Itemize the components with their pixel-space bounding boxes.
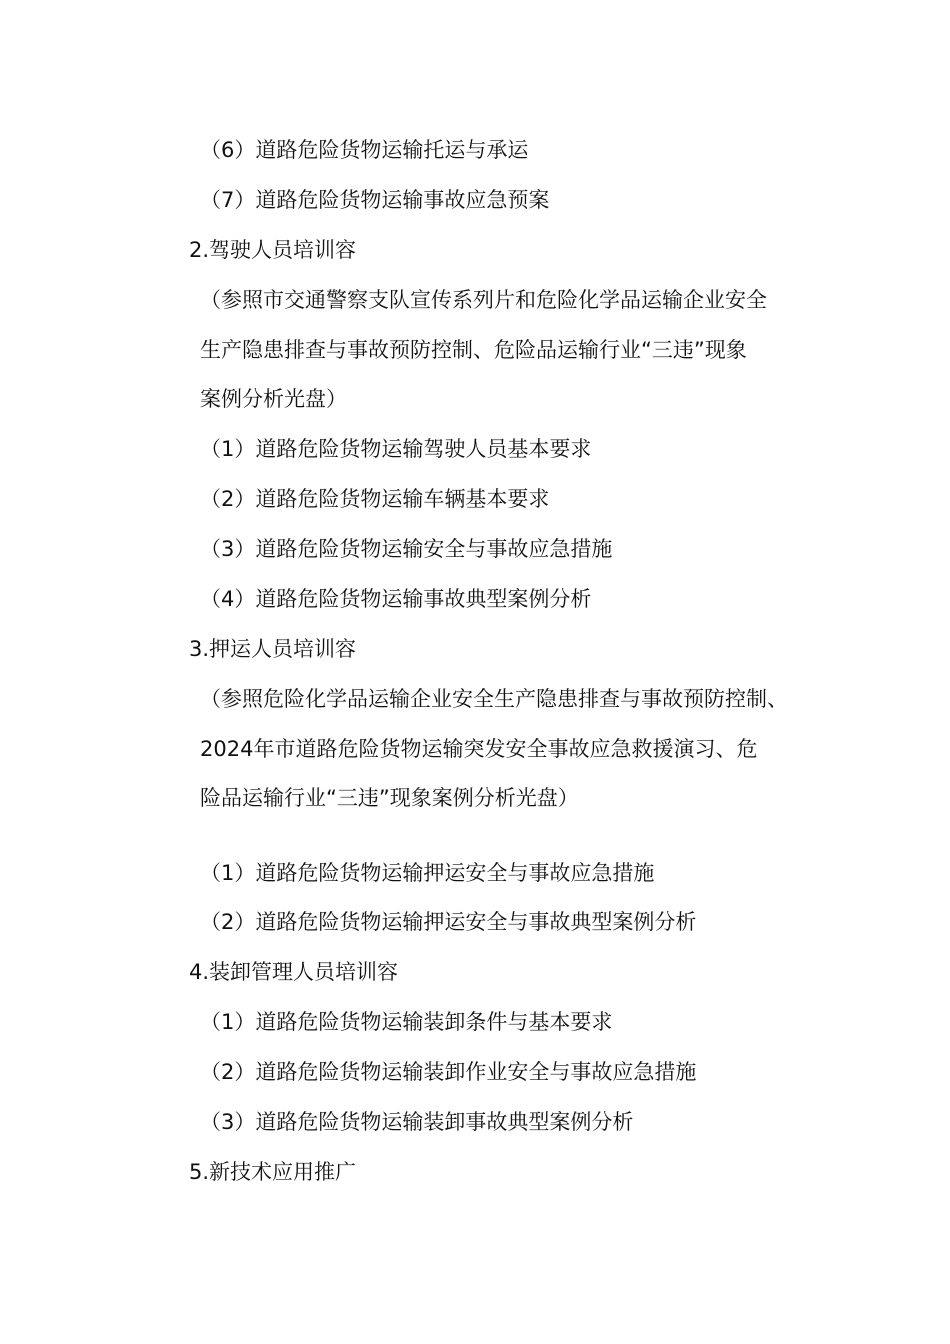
reference-note-driver-line-1: （参照市交通警察支队宣传系列片和危险化学品运输企业安全 xyxy=(200,288,767,312)
escort-item-2: （2）道路危险货物运输押运安全与事故典型案例分析 xyxy=(200,910,697,934)
loading-item-1: （1）道路危险货物运输装卸条件与基本要求 xyxy=(200,1010,613,1034)
reference-note-escort-line-2: 2024年市道路危险货物运输突发安全事故应急救援演习、危 xyxy=(200,737,758,761)
driver-item-1: （1）道路危险货物运输驾驶人员基本要求 xyxy=(200,437,592,461)
section-heading-loading-training: 4.装卸管理人员培训容 xyxy=(189,960,399,984)
loading-item-2: （2）道路危险货物运输装卸作业安全与事故应急措施 xyxy=(200,1060,697,1084)
section-heading-escort-training: 3.押运人员培训容 xyxy=(189,637,357,661)
list-item-6-consignment: （6）道路危险货物运输托运与承运 xyxy=(200,138,529,162)
driver-item-3: （3）道路危险货物运输安全与事故应急措施 xyxy=(200,537,613,561)
reference-note-driver-line-3: 案例分析光盘） xyxy=(200,387,347,411)
driver-item-2: （2）道路危险货物运输车辆基本要求 xyxy=(200,487,550,511)
reference-note-escort-line-3: 险品运输行业“三违”现象案例分析光盘） xyxy=(200,786,579,810)
list-item-7-emergency-plan: （7）道路危险货物运输事故应急预案 xyxy=(200,188,550,212)
driver-item-4: （4）道路危险货物运输事故典型案例分析 xyxy=(200,587,592,611)
reference-note-driver-line-2: 生产隐患排查与事故预防控制、危险品运输行业“三违”现象 xyxy=(200,338,747,362)
escort-item-1: （1）道路危险货物运输押运安全与事故应急措施 xyxy=(200,861,655,885)
loading-item-3: （3）道路危险货物运输装卸事故典型案例分析 xyxy=(200,1110,634,1134)
section-heading-new-technology: 5.新技术应用推广 xyxy=(189,1160,357,1184)
reference-note-escort-line-1: （参照危险化学品运输企业安全生产隐患排查与事故预防控制、 xyxy=(200,687,788,711)
section-heading-driver-training: 2.驾驶人员培训容 xyxy=(189,238,357,262)
